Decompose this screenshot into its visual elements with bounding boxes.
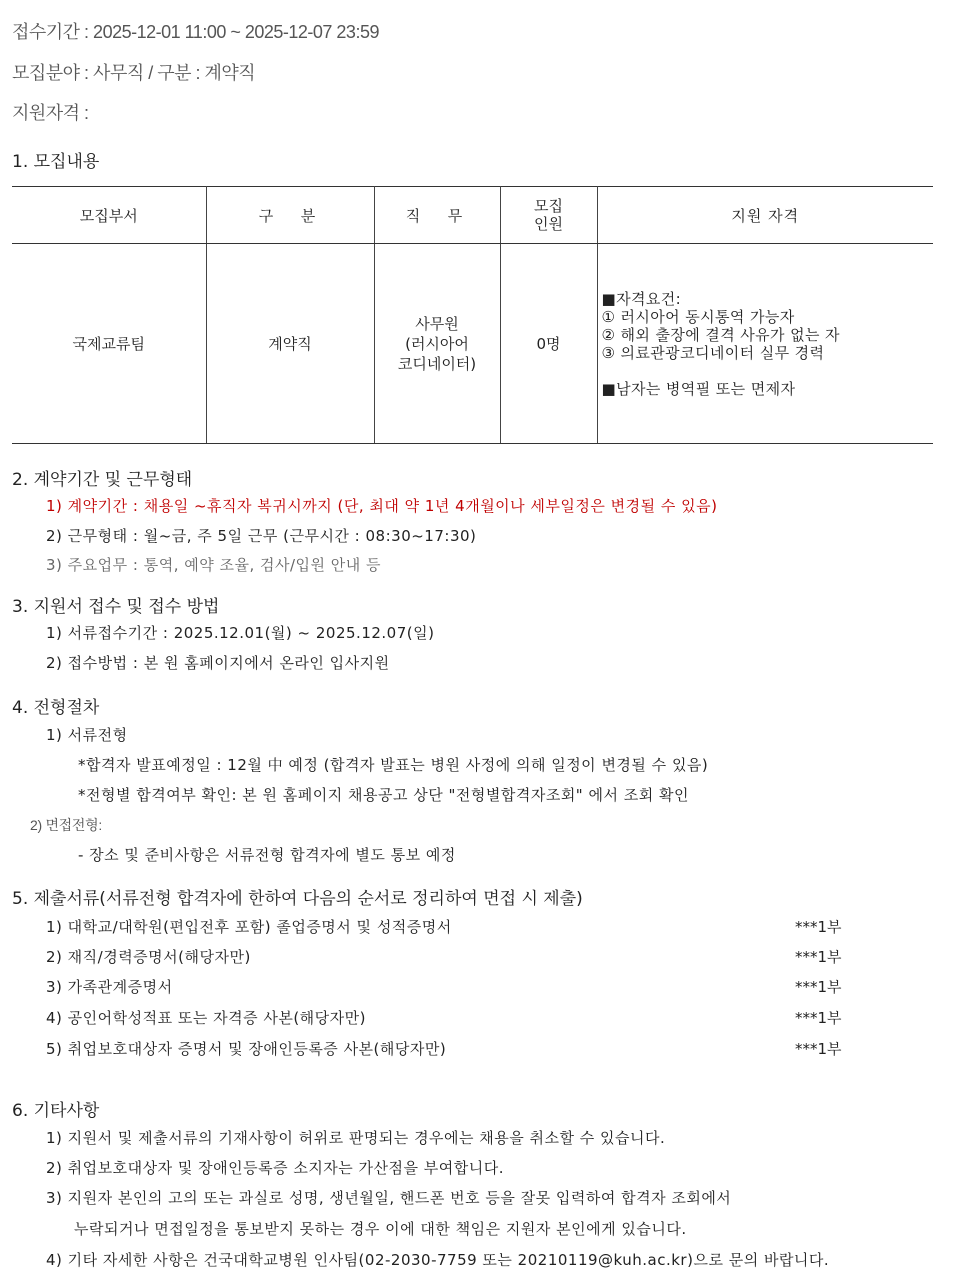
cell-duty: 사무원 (러시아어 코디네이터)	[374, 244, 500, 444]
section-4-heading: 4. 전형절차	[12, 698, 100, 718]
copies-count: ***1부	[795, 978, 842, 996]
copies-count: ***1부	[795, 948, 842, 966]
interview-note: - 장소 및 준비사항은 서류전형 합격자에 별도 통보 예정	[78, 846, 456, 864]
header-dept: 모집부서	[12, 187, 206, 244]
work-type: 2) 근무형태 : 월~금, 주 5일 근무 (근무시간 : 08:30~17:30)	[46, 527, 477, 545]
list-item: 5) 취업보호대상자 증명서 및 장애인등록증 사본(해당자만)	[46, 1040, 447, 1058]
cell-count: 0명	[500, 244, 597, 444]
announcement-note: *합격자 발표예정일 : 12월 中 예정 (합격자 발표는 병원 사정에 의해 일정이 변경될 수 있음)	[78, 756, 709, 774]
notice-input-error: 3) 지원자 본인의 고의 또는 과실로 성명, 생년월일, 핸드폰 번호 등을 잘못 입력하여 합격자 조회에서	[46, 1189, 732, 1207]
document-period: 1) 서류접수기간 : 2025.12.01(월) ~ 2025.12.07(일)	[46, 624, 435, 642]
list-item: 1) 대학교/대학원(편입전후 포함) 졸업증명서 및 성적증명서	[46, 918, 452, 936]
list-item: 4) 공인어학성적표 또는 자격증 사본(해당자만)	[46, 1009, 366, 1027]
header-qualification: 지원 자격	[597, 187, 933, 244]
cell-qualification: ■자격요건: ① 러시아어 동시통역 가능자 ② 해외 출장에 결격 사유가 없는 자 ③ 의료관광코디네이터 실무 경력 ■남자는 병역필 또는 면제자	[597, 244, 933, 444]
cell-type: 계약직	[206, 244, 374, 444]
copies-count: ***1부	[795, 1009, 842, 1027]
header-duty: 직 무	[374, 187, 500, 244]
table-header-row	[12, 187, 933, 244]
copies-count: ***1부	[795, 918, 842, 936]
recruit-table	[12, 186, 933, 444]
header-type: 구 분	[206, 187, 374, 244]
result-check-note: *전형별 합격여부 확인: 본 원 홈페이지 채용공고 상단 "전형별합격자조회" 에서 조회 확인	[78, 786, 689, 804]
notice-false-info: 1) 지원서 및 제출서류의 기재사항이 허위로 판명되는 경우에는 채용을 취소할 수 있습니다.	[46, 1129, 666, 1147]
application-period: 접수기간 : 2025-12-01 11:00 ~ 2025-12-07 23:59	[12, 22, 379, 42]
notice-bonus-points: 2) 취업보호대상자 및 장애인등록증 소지자는 가산점을 부여합니다.	[46, 1159, 505, 1177]
copies-count: ***1부	[795, 1040, 842, 1058]
section-2-heading: 2. 계약기간 및 근무형태	[12, 470, 193, 490]
notice-contact: 4) 기타 자세한 사항은 건국대학교병원 인사팀(02-2030-7759 또는 20210119@kuh.ac.kr)으로 문의 바랍니다.	[46, 1251, 830, 1269]
contract-period: 1) 계약기간 : 채용일 ~휴직자 복귀시까지 (단, 최대 약 1년 4개월이나 세부일정은 변경될 수 있음)	[46, 497, 718, 515]
apply-method: 2) 접수방법 : 본 원 홈페이지에서 온라인 입사지원	[46, 654, 390, 672]
section-6-heading: 6. 기타사항	[12, 1101, 100, 1121]
table-row	[12, 244, 933, 444]
header-count: 모집 인원	[500, 187, 597, 244]
section-5-heading: 5. 제출서류(서류전형 합격자에 한하여 다음의 순서로 정리하여 면접 시 제출)	[12, 889, 583, 909]
cell-dept: 국제교류팀	[12, 244, 206, 444]
qualification-label: 지원자격 :	[12, 103, 89, 123]
recruit-field: 모집분야 : 사무직 / 구분 : 계약직	[12, 63, 256, 83]
main-duties: 3) 주요업무 : 통역, 예약 조율, 검사/입원 안내 등	[46, 556, 382, 574]
notice-input-error-cont: 누락되거나 면접일정을 통보받지 못하는 경우 이에 대한 책임은 지원자 본인에게 있습니다.	[74, 1220, 687, 1238]
section-1-heading: 1. 모집내용	[12, 152, 100, 172]
list-item: 3) 가족관계증명서	[46, 978, 173, 996]
list-item: 2) 재직/경력증명서(해당자만)	[46, 948, 251, 966]
document-screening: 1) 서류전형	[46, 726, 128, 744]
section-3-heading: 3. 지원서 접수 및 접수 방법	[12, 597, 220, 617]
interview-screening: 2) 면접전형:	[30, 817, 102, 833]
